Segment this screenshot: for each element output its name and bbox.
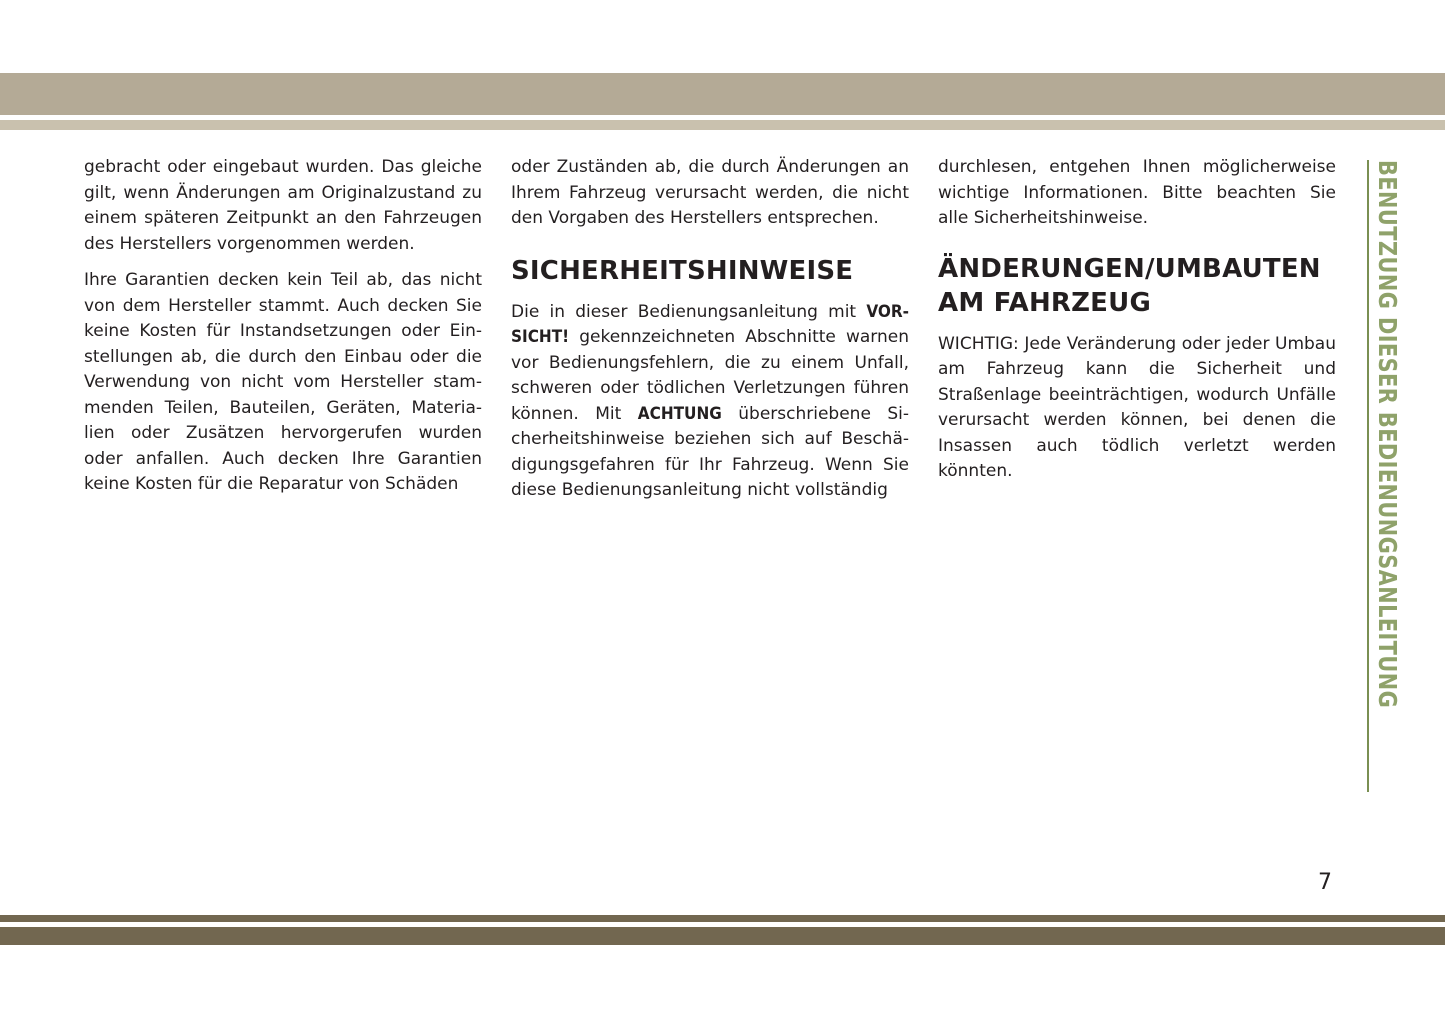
chapter-side-tab — [1367, 160, 1401, 792]
footer-band — [0, 927, 1445, 945]
text-column-2 — [511, 155, 909, 515]
paragraph — [511, 300, 909, 504]
text-run: gekennzeichneten Abschnitte warnen vor Bedienungsfehlern, die zu einem Unfall, schweren oder tödlichen Verletzungen führen können. Mit — [511, 327, 909, 424]
text-run: Die in dieser Bedienungsanleitung mit — [511, 301, 867, 322]
caution-keyword: ACHTUNG — [637, 403, 722, 424]
paragraph: WICHTIG: Jede Veränderung oder jeder Umbau am Fahrzeug kann die Sicherheit und Straßenlage beeinträchtigen, wodurch Unfälle verursacht werden können, bei denen die Insassen auch tödlich verletzt werden könnten. — [938, 333, 1336, 481]
footer-rule — [0, 915, 1445, 922]
page-number: 7 — [1318, 870, 1332, 895]
text-run: überschriebene Sicherheitshinweise beziehen sich auf Beschädigungsgefahren für Ihr Fahrzeug. Wenn Sie diese Bedienungsanleitung nicht vollständig — [511, 403, 909, 500]
text-column-3 — [938, 155, 1336, 496]
paragraph: Ihre Garantien decken kein Teil ab, das nicht von dem Hersteller stammt. Auch decken Sie keine Kosten für Instandsetzungen oder Einstellungen ab, die durch den Einbau oder die Verwendung von nicht vom Hersteller stammenden Teilen, Bauteilen, Geräten, Materialien oder Zusätzen hervorgerufen wurden oder anfallen. Auch decken Ihre Garantien keine Kosten für die Reparatur von Schäden — [84, 270, 482, 494]
warning-keyword: VORSICHT! — [511, 301, 909, 347]
paragraph: gebracht oder eingebaut wurden. Das gleiche gilt, wenn Änderungen am Originalzustand zu einem späteren Zeitpunkt an den Fahrzeugen des Herstellers vorgenommen werden. — [84, 157, 482, 254]
section-heading-safety: SICHERHEITSHINWEISE — [511, 255, 854, 286]
header-rule — [0, 120, 1445, 130]
paragraph: durchlesen, entgehen Ihnen möglicherweise wichtige Informationen. Bitte beachten Sie alle Sicherheitshinweise. — [938, 157, 1336, 228]
paragraph: oder Zuständen ab, die durch Änderungen an Ihrem Fahrzeug verursacht werden, die nicht den Vorgaben des Herstellers entsprechen. — [511, 157, 909, 228]
text-column-1 — [84, 155, 482, 509]
chapter-title: BENUTZUNG DIESER BEDIENUNGSANLEITUNG — [1373, 160, 1402, 709]
section-heading-modifications: ÄNDERUNGEN/UMBAUTEN AM FAHRZEUG — [938, 253, 1321, 318]
header-band — [0, 73, 1445, 115]
